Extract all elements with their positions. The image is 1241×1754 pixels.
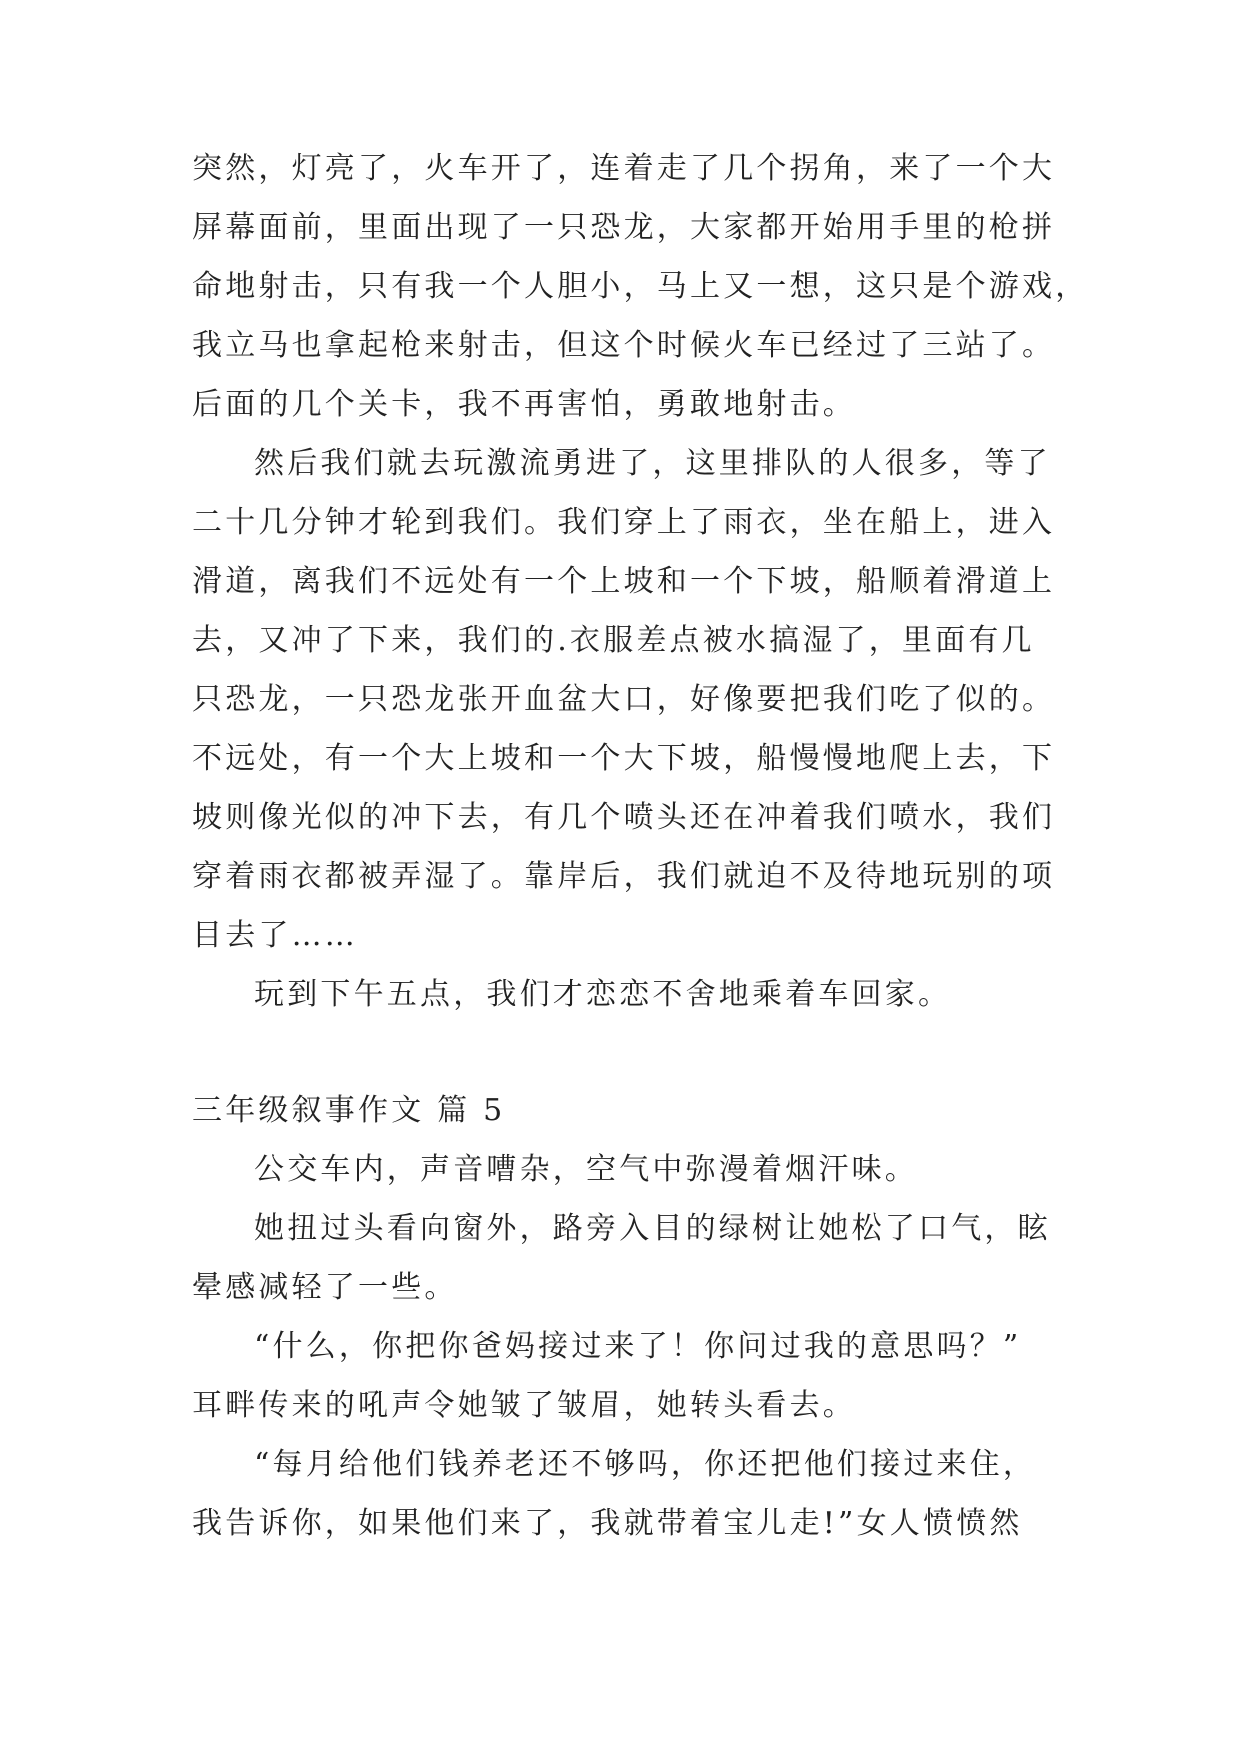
- text-line: 后面的几个关卡，我不再害怕，勇敢地射击。: [192, 387, 856, 422]
- paragraph-start-line: 公交车内，声音嘈杂，空气中弥漫着烟汗味。: [254, 1152, 918, 1187]
- text-line: 目去了……: [192, 918, 358, 953]
- text-line: 屏幕面前，里面出现了一只恐龙，大家都开始用手里的枪拼: [192, 210, 1056, 245]
- section-heading: 三年级叙事作文 篇 5: [192, 1093, 506, 1128]
- text-line: 不远处，有一个大上坡和一个大下坡，船慢慢地爬上去，下: [192, 741, 1056, 776]
- paragraph-start-line: 然后我们就去玩激流勇进了，这里排队的人很多，等了: [254, 446, 1051, 481]
- text-line: 突然，灯亮了，火车开了，连着走了几个拐角，来了一个大: [192, 151, 1056, 186]
- paragraph-start-line: 玩到下午五点，我们才恋恋不舍地乘着车回家。: [254, 977, 952, 1012]
- text-line: 晕感减轻了一些。: [192, 1270, 458, 1305]
- text-line: 耳畔传来的吼声令她皱了皱眉，她转头看去。: [192, 1388, 856, 1423]
- text-line: 命地射击，只有我一个人胆小，马上又一想，这只是个游戏，: [192, 269, 1089, 304]
- text-line: 二十几分钟才轮到我们。我们穿上了雨衣，坐在船上，进入: [192, 505, 1056, 540]
- text-line: 只恐龙，一只恐龙张开血盆大口，好像要把我们吃了似的。: [192, 682, 1056, 717]
- text-line: 去，又冲了下来，我们的.衣服差点被水搞湿了，里面有几: [192, 623, 1035, 658]
- paragraph-start-line: 她扭过头看向窗外，路旁入目的绿树让她松了口气，眩: [254, 1211, 1051, 1246]
- dialogue-line: “每月给他们钱养老还不够吗，你还把他们接过来住，: [254, 1447, 1037, 1482]
- text-line: 我立马也拿起枪来射击，但这个时候火车已经过了三站了。: [192, 328, 1056, 363]
- text-line: 坡则像光似的冲下去，有几个喷头还在冲着我们喷水，我们: [192, 800, 1056, 835]
- text-line: 滑道，离我们不远处有一个上坡和一个下坡，船顺着滑道上: [192, 564, 1056, 599]
- dialogue-line: “什么，你把你爸妈接过来了！你问过我的意思吗？”: [254, 1329, 1022, 1364]
- text-line: 穿着雨衣都被弄湿了。靠岸后，我们就迫不及待地玩别的项: [192, 859, 1056, 894]
- text-line: 我告诉你，如果他们来了，我就带着宝儿走!”女人愤愤然: [192, 1506, 1023, 1541]
